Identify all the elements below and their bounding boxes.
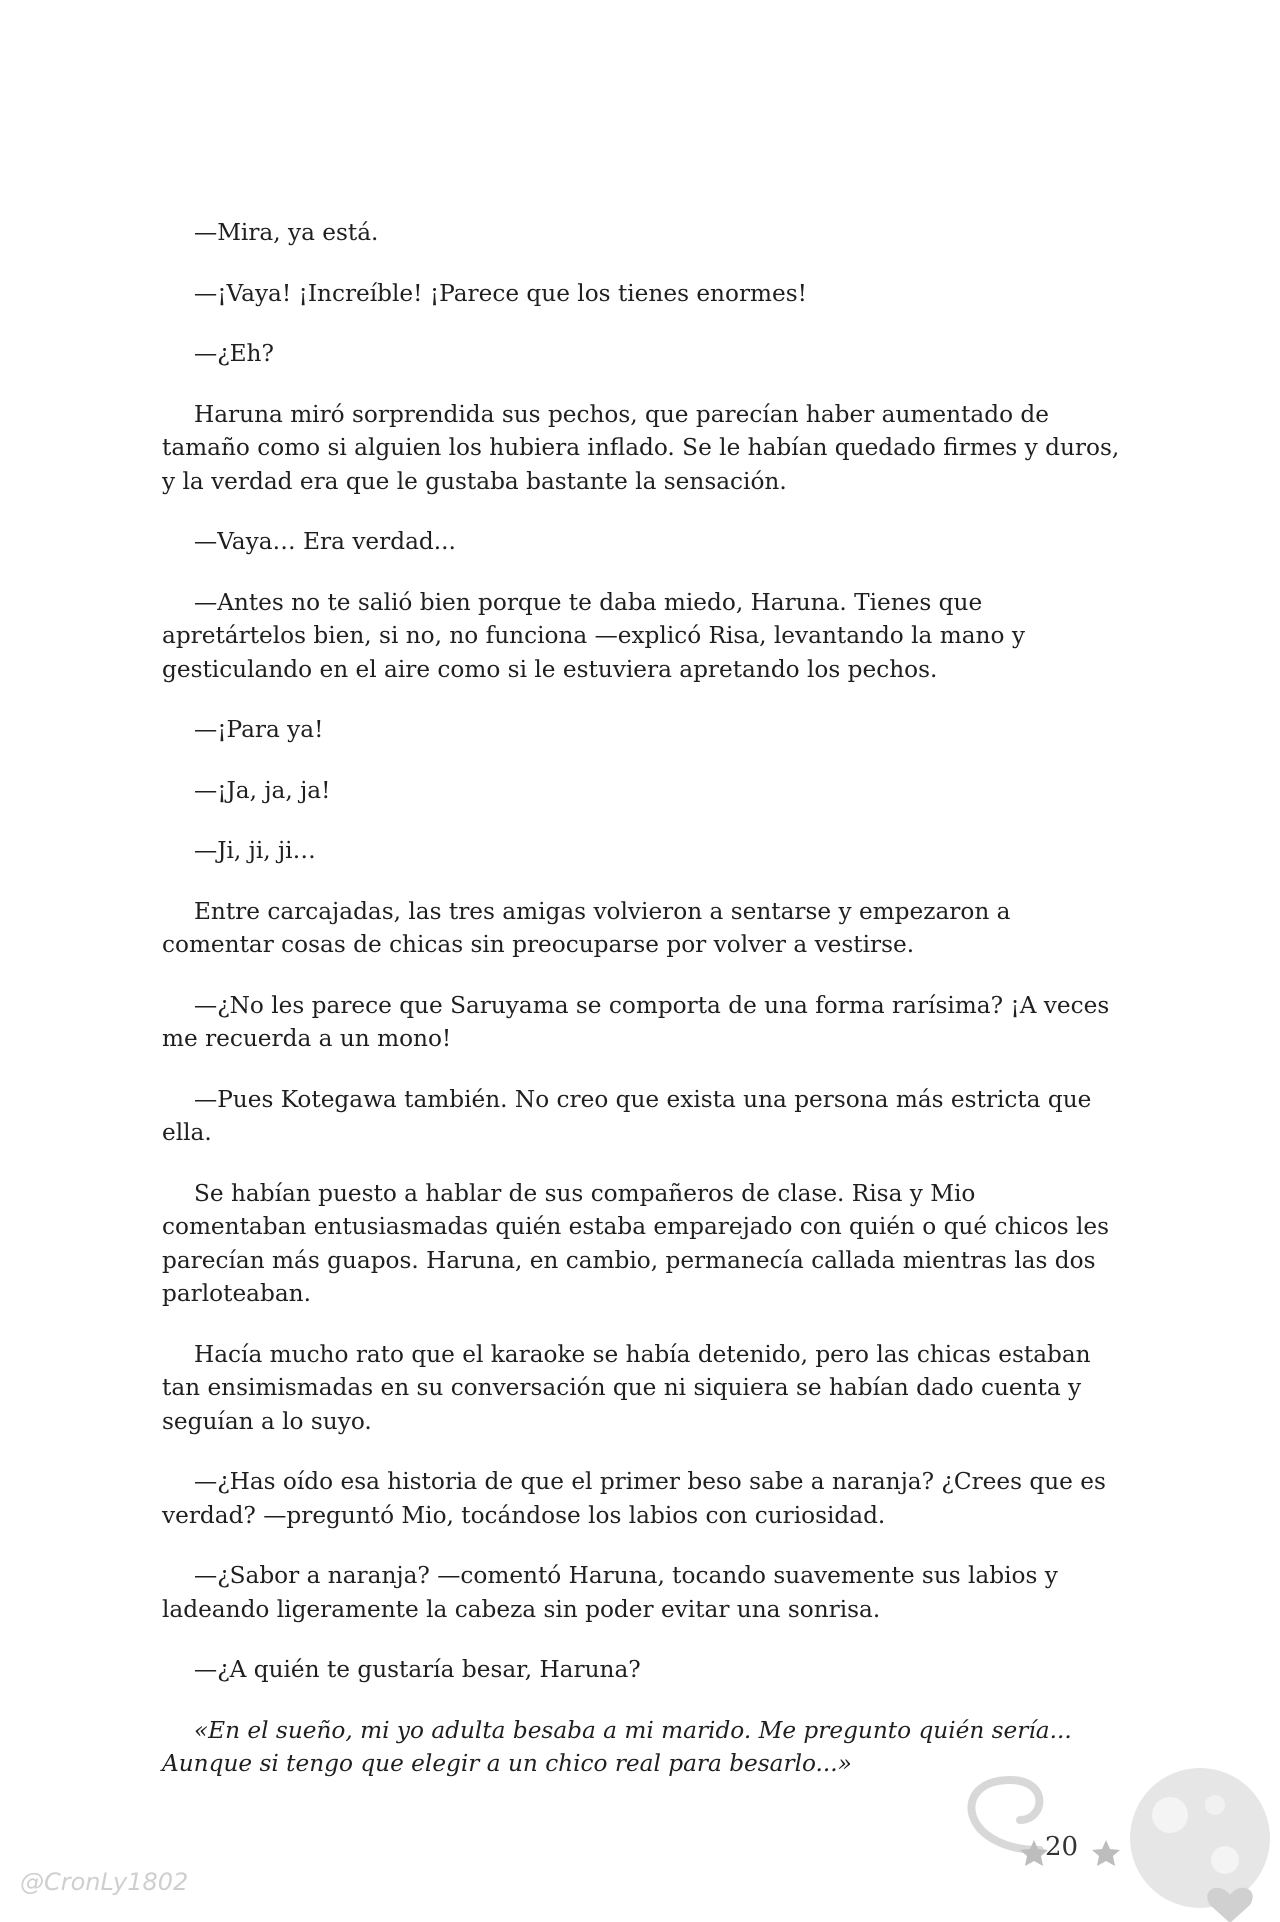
paragraph: —¿Eh? — [194, 340, 274, 367]
paragraph: Hacía mucho rato que el karaoke se había detenido, pero las chicas estaban tan ensimismadas en su conversación que ni siquiera se habían dado cuenta y seguían a lo suyo. — [162, 1340, 1091, 1435]
paragraph: «En el sueño, mi yo adulta besaba a mi marido. Me pregunto quién sería... Aunque si tengo que elegir a un chico real para besarlo...» — [162, 1716, 1072, 1777]
swirl-ornament — [971, 1780, 1040, 1850]
moon-ornament — [1130, 1768, 1270, 1908]
paragraph: Haruna miró sorprendida sus pechos, que parecían haber aumentado de tamaño como si alguien los hubiera inflado. Se le habían quedado firmes y duros, y la verdad era que le gustaba bastante la sensación. — [162, 400, 1120, 495]
paragraph: —¡Ja, ja, ja! — [194, 776, 331, 804]
paragraph: Entre carcajadas, las tres amigas volvieron a sentarse y empezaron a comentar cosas de chicas sin preocuparse por volver a vestirse. — [162, 897, 1011, 958]
page-number: 20 — [1045, 1832, 1079, 1862]
paragraph: —¿Has oído esa historia de que el primer beso sabe a naranja? ¿Crees que es verdad? —preguntó Mio, tocándose los labios con curiosidad. — [162, 1468, 1106, 1529]
star-right-icon — [1092, 1840, 1120, 1866]
paragraph: —Antes no te salió bien porque te daba miedo, Haruna. Tienes que apretártelos bien, si no, no funciona —explicó Risa, levantando la mano y gesticulando en el aire como si le estuviera apretando los pechos. — [162, 588, 1025, 683]
paragraph: —Vaya… Era verdad... — [194, 528, 456, 555]
paragraph: —Mira, ya está. — [194, 219, 379, 246]
watermark: @CronLy1802 — [20, 1868, 189, 1896]
paragraph: —¿Sabor a naranja? —comentó Haruna, tocando suavemente sus labios y ladeando ligeramente la cabeza sin poder evitar una sonrisa. — [162, 1562, 1058, 1623]
paragraph: —Pues Kotegawa también. No creo que exista una persona más estricta que ella. — [162, 1085, 1092, 1146]
paragraph: —¡Para ya! — [194, 716, 324, 743]
paragraph: —Ji, ji, ji… — [194, 837, 316, 864]
paragraph: Se habían puesto a hablar de sus compañeros de clase. Risa y Mio comentaban entusiasmadas quién estaba emparejado con quién o qué chicos les parecían más guapos. Haruna, en cambio, permanecía callada mientras las dos parloteaban. — [162, 1179, 1110, 1307]
paragraph: —¿No les parece que Saruyama se comporta de una forma rarísima? ¡A veces me recuerda a un mono! — [162, 991, 1110, 1052]
paragraph: —¡Vaya! ¡Increíble! ¡Parece que los tienes enormes! — [194, 279, 807, 307]
paragraph: —¿A quién te gustaría besar, Haruna? — [194, 1656, 641, 1683]
star-left-icon — [1020, 1840, 1048, 1866]
